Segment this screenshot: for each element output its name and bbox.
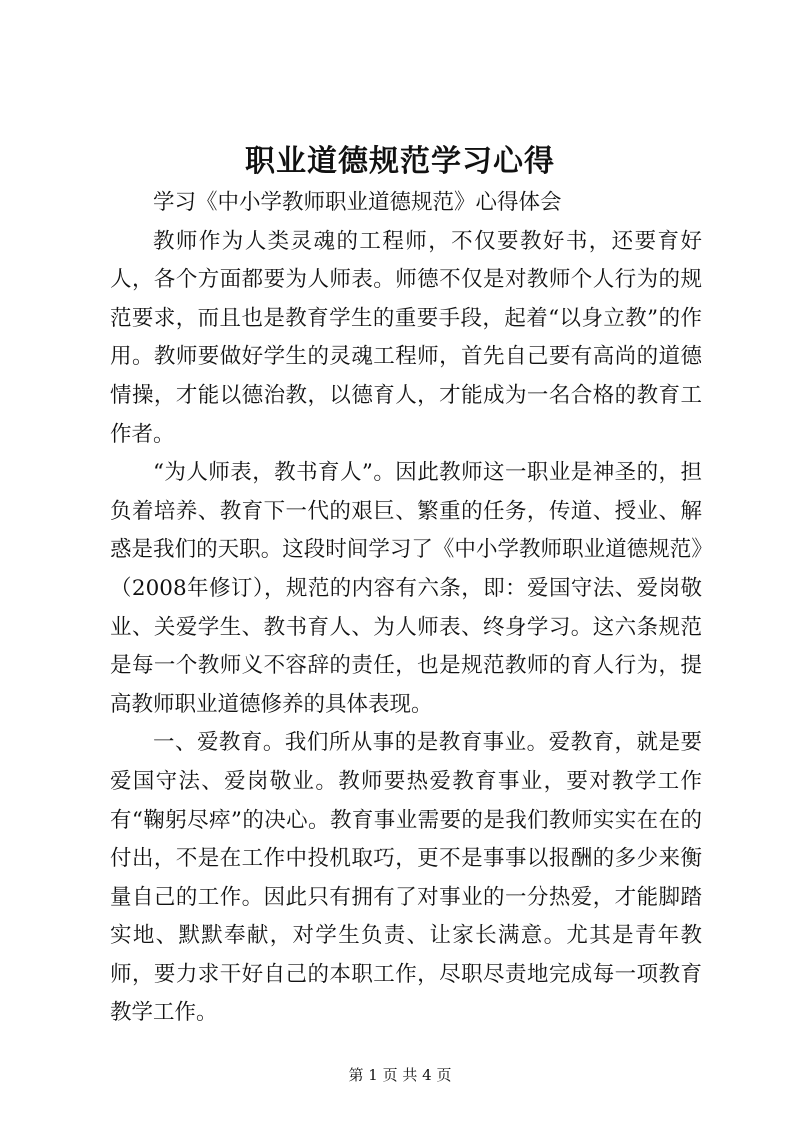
body-paragraph: 教师作为人类灵魂的工程师，不仅要教好书，还要育好人，各个方面都要为人师表。师德不仅是对教师个人行为的规范要求，而且也是教育学生的重要手段，起着“以身立教”的作用。教师要做好学生的灵魂工程师，首先自己要有高尚的道德情操，才能以德治教，以德育人，才能成为一名合格的教育工作者。 [110,228,702,447]
body-paragraph: 一、爱教育。我们所从事的是教育事业。爱教育，就是要爱国守法、爱岗敬业。教师要热爱教育事业，要对教学工作有“鞠躬尽瘁”的决心。教育事业需要的是我们教师实实在在的付出，不是在工作中投机取巧，更不是事事以报酬的多少来衡量自己的工作。因此只有拥有了对事业的一分热爱，才能脚踏实地、默默奉献，对学生负责、让家长满意。尤其是青年教师，要力求干好自己的本职工作，尽职尽责地完成每一项教育教学工作。 [110,730,702,1026]
subtitle-paragraph: 学习《中小学教师职业道德规范》心得体会 [153,190,562,215]
page-number-footer: 第 1 页 共 4 页 [348,1066,452,1084]
document-title: 职业道德规范学习心得 [245,144,555,179]
body-paragraph: “为人师表，教书育人”。因此教师这一职业是神圣的，担负着培养、教育下一代的艰巨、繁重的任务，传道、授业、解惑是我们的天职。这段时间学习了《中小学教师职业道德规范》（2008年修订），规范的内容有六条，即：爱国守法、爱岗敬业、关爱学生、教书育人、为人师表、终身学习。这六条规范是每一个教师义不容辞的责任，也是规范教师的育人行为，提高教师职业道德修养的具体表现。 [110,460,702,717]
document-body [110,184,702,1033]
